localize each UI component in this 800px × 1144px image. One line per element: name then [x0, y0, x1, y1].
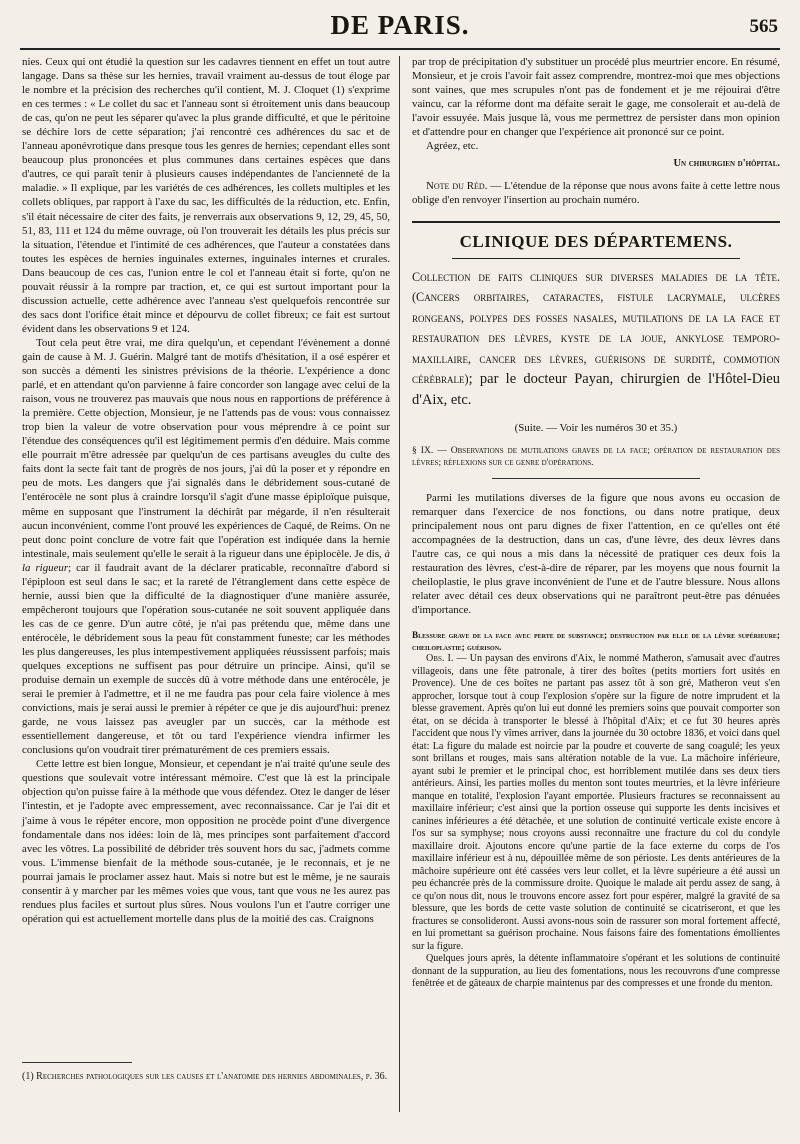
left-paragraph-2-continued: ; car il faudrait avant de la déclarer praticable, reconnaître d'abord si l'épiploon est seul dans le sac; et la rareté de l'étranglement dans cette espèce de hernie, aussi bien que la difficulté de la diagnostiquer d'une manière assurée, empêcheront toujours que l'opération sous-cutanée ne soit souvent appliquée dans les cas de ce genre. D'un autre côté, je n'ai pas prétendu que, même dans une entérocèle, le débridement sous la peau fût constamment funeste; car les méthodes les plus dangereuses, les plus intempestivement appliquées réussissent parfois; mais quelques exceptions ne suffisent pas pour détruire un principe. Ainsi, qu'il se produise demain un exemple de succès dû à votre méthode dans une entérocèle, je serai le premier à l'admettre, et il ne me faudra pas pour cela faire violence à mes convictions, mais je serai aussi le premier à répéter ce que je dis aujourd'hui: prenez garde, ne vous laissez pas aveugler par un succès, car la méthode est essentiellement dangereuse, et tôt ou tard l'expérience viendra infirmer les conclusions qu'on voudrait tirer prématurément de ces premiers essais.: [22, 561, 390, 757]
observation-1: [412, 653, 780, 953]
editor-note-label: Note du Réd.: [426, 180, 488, 193]
closing-line: Agréez, etc.: [426, 140, 479, 153]
section-rule-top: [412, 221, 780, 223]
column-divider: [399, 56, 400, 1112]
footnote-rule: [22, 1062, 132, 1063]
signature: Un chirurgien d'hôpital.: [673, 158, 780, 170]
right-paragraph-1: par trop de précipitation d'y substituer un procédé plus meurtrier encore. En résumé, Monsieur, et je crois l'avoir fait assez comprendre, montrez-moi que mes objections sont vaines, que mes scrupules n'ont pas de fondement et je me réjouirai d'être vaincu, car la réforme dont ma défaite serait le gage, me consolerait et au-delà de l'avoir essuyée. Mais jusque là, vous me permettrez de persister dans mon opinion et d'attendre pour en changer que l'expérience ait prononcé sur ce point.: [412, 56, 780, 139]
header-rule: [20, 48, 780, 50]
observation-heading: § IX. — Observations de mutilations graves de la face; opération de restauration des lèvres; réflexions sur ce genre d'opérations.: [412, 445, 780, 468]
right-column: [412, 55, 780, 991]
mid-rule: [492, 478, 700, 479]
case-heading: Blessure grave de la face avec perte de substance; destruction par elle de la lèvre supérieure; cheiloplastie; guérison.: [412, 630, 780, 653]
observation-1-text: — Un paysan des environs d'Aix, le nommé Matheron, s'amusait avec d'autres villageois, dans une fête patronale, à tirer des boîtes (petits mortiers fort usités en Provence). Une de ces boîtes ne partant pas assez tôt à son gré, Matheron veut s'en approcher, lorsque tout à coup l'explosion s'opère sur la figure de notre imprudent et la blesse gravement. Après qu'on lui eut donné les premiers soins que pouvait comporter son état, on se décida à transporter le blessé à l'hôpital d'Aix; et ce fut 30 heures après l'accident que nous l'y vîmes arriver, dans la journée du 30 octobre 1836, et voici dans quel état: La figure du malade est noircie par la poudre et couverte de sang coagulé; les yeux sont brillans et rouges, mais sans altération notable de la vue. La mâchoire inférieure, ayant subi le premier et le principal choc, est horriblement mutilée dans ses deux tiers antérieurs. Ainsi, les parties molles du menton sont toutes meurtries, et la lèvre inférieure manque en totalité, l'explosion l'ayant emportée. Plusieurs fractures se reconnaissent au maxillaire inférieur; c'est ainsi que la portion osseuse qui supporte les dents incisives et canines inférieures a été détachée, et une solution de continuité verticale existe encore à l'os sur sa symphyse; nous croyons aussi reconnaître une fracture du col du condyle maxillaire droit. Ajoutons encore qu'une partie de la face externe du corps de l'os maxillaire inférieur est à nu, dépouillée même de son périoste. Les dents antérieures de la mâchoire supérieure ont été cassées vers leur collet, et la lèvre supérieure a été aussi un peu échancrée près de la commissure droite. Quoique le malade ait perdu assez de sang, à ce qu'on nous dit, nous le trouvons encore assez fort pour espérer, malgré la gravité de sa blessure, que les bords de cette vaste solution de continuité se cicatriseront, et que les fractures se consolideront. Aussi avons-nous soin de rassurer son moral fortement affecté, en lui promettant sa guérison prochaine. Nous faisons faire des fomentations émollientes sur la figure.: [412, 653, 780, 952]
collection-author: ; par le docteur Payan, chirurgien de l'Hôtel-Dieu d'Aix, etc.: [412, 371, 780, 409]
right-paragraph-2: Parmi les mutilations diverses de la figure que nous avons eu occasion de remarquer dans l'exercice de nos fonctions, ou dans notre pratique, deux principalement nous ont paru dignes de fixer l'attention, en ce qu'elles ont été accompagnées de la destruction, dans un cas, d'une lèvre, des deux lèvres dans l'autre cas, ce qui nous a mis dans la nécessité de pratiquer ces deux fois la restauration des lèvres, c'est-à-dire de réparer, par les moyens que nous fournit la cheiloplastie, le plus grave inconvénient de l'une et de l'autre blessure. Nous allons relater avec détail ces deux observations qui ne paraîtront peut-être pas dénuées d'importance.: [412, 491, 780, 617]
left-column: [22, 55, 390, 926]
running-title: DE PARIS.: [330, 10, 470, 40]
footnote: (1) Recherches pathologiques sur les causes et l'anatomie des hernies abdominales, p. 36.: [22, 1071, 388, 1082]
suite-note: (Suite. — Voir les numéros 30 et 35.): [514, 421, 678, 434]
left-paragraph-2-text: Tout cela peut être vrai, me dira quelqu'un, et cependant l'évènement a donné gain de cause à M. J. Guérin. Malgré tant de motifs d'hésitation, il a osé espérer et son succès a démenti les sinistres prévisions de la théorie. L'expérience a donc parlé, et en attendant qu'on parvienne à faire concorder son langage avec celui de la raison, vous ne trouverez pas mauvais que nous nous en rapportions de préférence à la première. Cette objection, Monsieur, je ne l'attends pas de vous: vous connaissez trop bien la valeur de votre observation pour vous méprendre à ce point sur l'étendue des conséquences qu'il est légitimement permis d'en déduire. Mais comme elle pourrait m'être adressée par quelqu'un de ces partisans aveugles du culte des faits dont la secte fait tant de progrès de nos jours, j'ai dû la poser et y répondre en peu de mots. Les dangers que j'ai signalés dans le débridement sous-cutané de l'entérocèle ne sont plus à craindre lorsqu'il s'agit d'une masse épiploïque puisque, même en supposant que l'instrument la déchirât par mégarde, il n'en résulterait aucun inconvénient, comme l'ont prouvé les expériences de Caqué, de Reims. On ne peut donc point conclure de votre fait que l'opération est indiquée dans la hernie intestinale, mais seulement qu'elle le serait à la rigueur dans une épiplocèle. Je dis,: [22, 336, 390, 560]
left-paragraph-2: [22, 336, 390, 757]
left-paragraph-2-italic: à la rigueur: [22, 547, 390, 574]
right-paragraph-3: Quelques jours après, la détente inflammatoire s'opérant et les solutions de continuité donnant de la suppuration, au lieu des fomentations, nous les recouvrons d'une compresse fenêtrée et de gâteaux de charpie maintenus par des compresses et une fronde du menton.: [412, 953, 780, 990]
section-title-underline: [452, 258, 740, 259]
collection-heading: [412, 267, 780, 411]
page-header: [0, 10, 800, 44]
left-paragraph-1: nies. Ceux qui ont étudié la question sur les cadavres tiennent en effet un tout autre langage. Dans sa thèse sur les hernies, travail vraiment au-dessus de tout éloge par le nombre et la précision des recherches qu'il contient, M. J. Cloquet (1) s'exprime en ces termes : « Le collet du sac et l'anneau sont si étroitement unis dans beaucoup de cas, qu'on ne peut les séparer qu'avec la plus grande difficulté, et que le péritoine se déchire lors de cette séparation; j'ai rencontré ces adhérences du sac et de l'anneau aponévrotique dans presque tous les genres de hernies; cependant elles sont beaucoup plus prononcées et plus communes dans certaines espèces que dans d'autres, ce qui paraît tenir à plusieurs causes indépendantes de l'ancienneté de la maladie. » Il explique, par les variétés de ces adhérences, les collets multiples et les collets obliques, par rapport à l'axe du sac, les difficultés de la réduction, etc. Enfin, s'il était nécessaire de citer des faits, je renverrais aux observations 9, 12, 29, 45, 50, 51, 83, 111 et 124 du même ouvrage, où l'on trouverait les détails les plus précis sur la situation, l'étendue et l'intimité de ces adhérences, que l'auteur a constatées dans toutes les espèces de hernies inguinales externes, inguinales internes et crurales. Dans beaucoup de ces cas, l'union entre le col et l'anneau était si forte, qu'on ne pouvait réussir à la rompre par traction, et, ce qui est surtout important pour la discussion actuelle, cette adhérence avec l'anneau s'est quelquefois rencontrée sur des sacs dont l'orifice était mince et dépourvu de collet fibreux; ce fait est surtout évident dans les observations 9 et 124.: [22, 56, 390, 335]
editor-note-text: — L'étendue de la réponse que nous avons faite à cette lettre nous oblige d'en renvoyer l'insertion au prochain numéro.: [412, 180, 780, 207]
left-paragraph-3: Cette lettre est bien longue, Monsieur, et cependant je n'ai traité qu'une seule des questions que soulevait votre intéressant mémoire. C'est que là est la principale objection qu'on puisse faire à la méthode que vous défendez. Otez le danger de léser l'intestin, et je l'adopte avec empressement, avec reconnaissance. Car je l'ai dit et j'aime à vous le répéter encore, mon opposition ne procède point d'une divergence fondamentale dans nos idées: loin de là, mes principes sont parfaitement d'accord avec les vôtres. La possibilité de débrider très souvent hors du sac, j'admets comme vous. L'immense bienfait de la méthode sous-cutanée, je le reconnais, et je ne pourrai jamais le proclamer assez haut. Mais si notre but est le même, je ne saurais consentir à y marcher par les mêmes voies que vous, tant que vous ne les aurez pas rendues plus faciles et surtout plus sûres. Nous voulons l'un et l'autre corriger une opération qui est actuellement mortelle dans plus de la moitié des cas. Craignons: [22, 758, 390, 925]
observation-1-label: Obs. I.: [426, 653, 454, 665]
page-number: 565: [749, 16, 778, 37]
editor-note: [412, 179, 780, 207]
section-title: CLINIQUE DES DÉPARTEMENS.: [459, 232, 733, 252]
collection-text: Collection de faits cliniques sur diverses maladies de la tête. (Cancers orbitaires, cataractes, fistule lacrymale, ulcères rongeans, polypes des fosses nasales, mutilations de la la face et restauration des lèvres, kyste de la joue, ankylose temporo-maxillaire, cancer des lèvres, guérisons de surdité, commotion cérébrale): [412, 269, 780, 387]
